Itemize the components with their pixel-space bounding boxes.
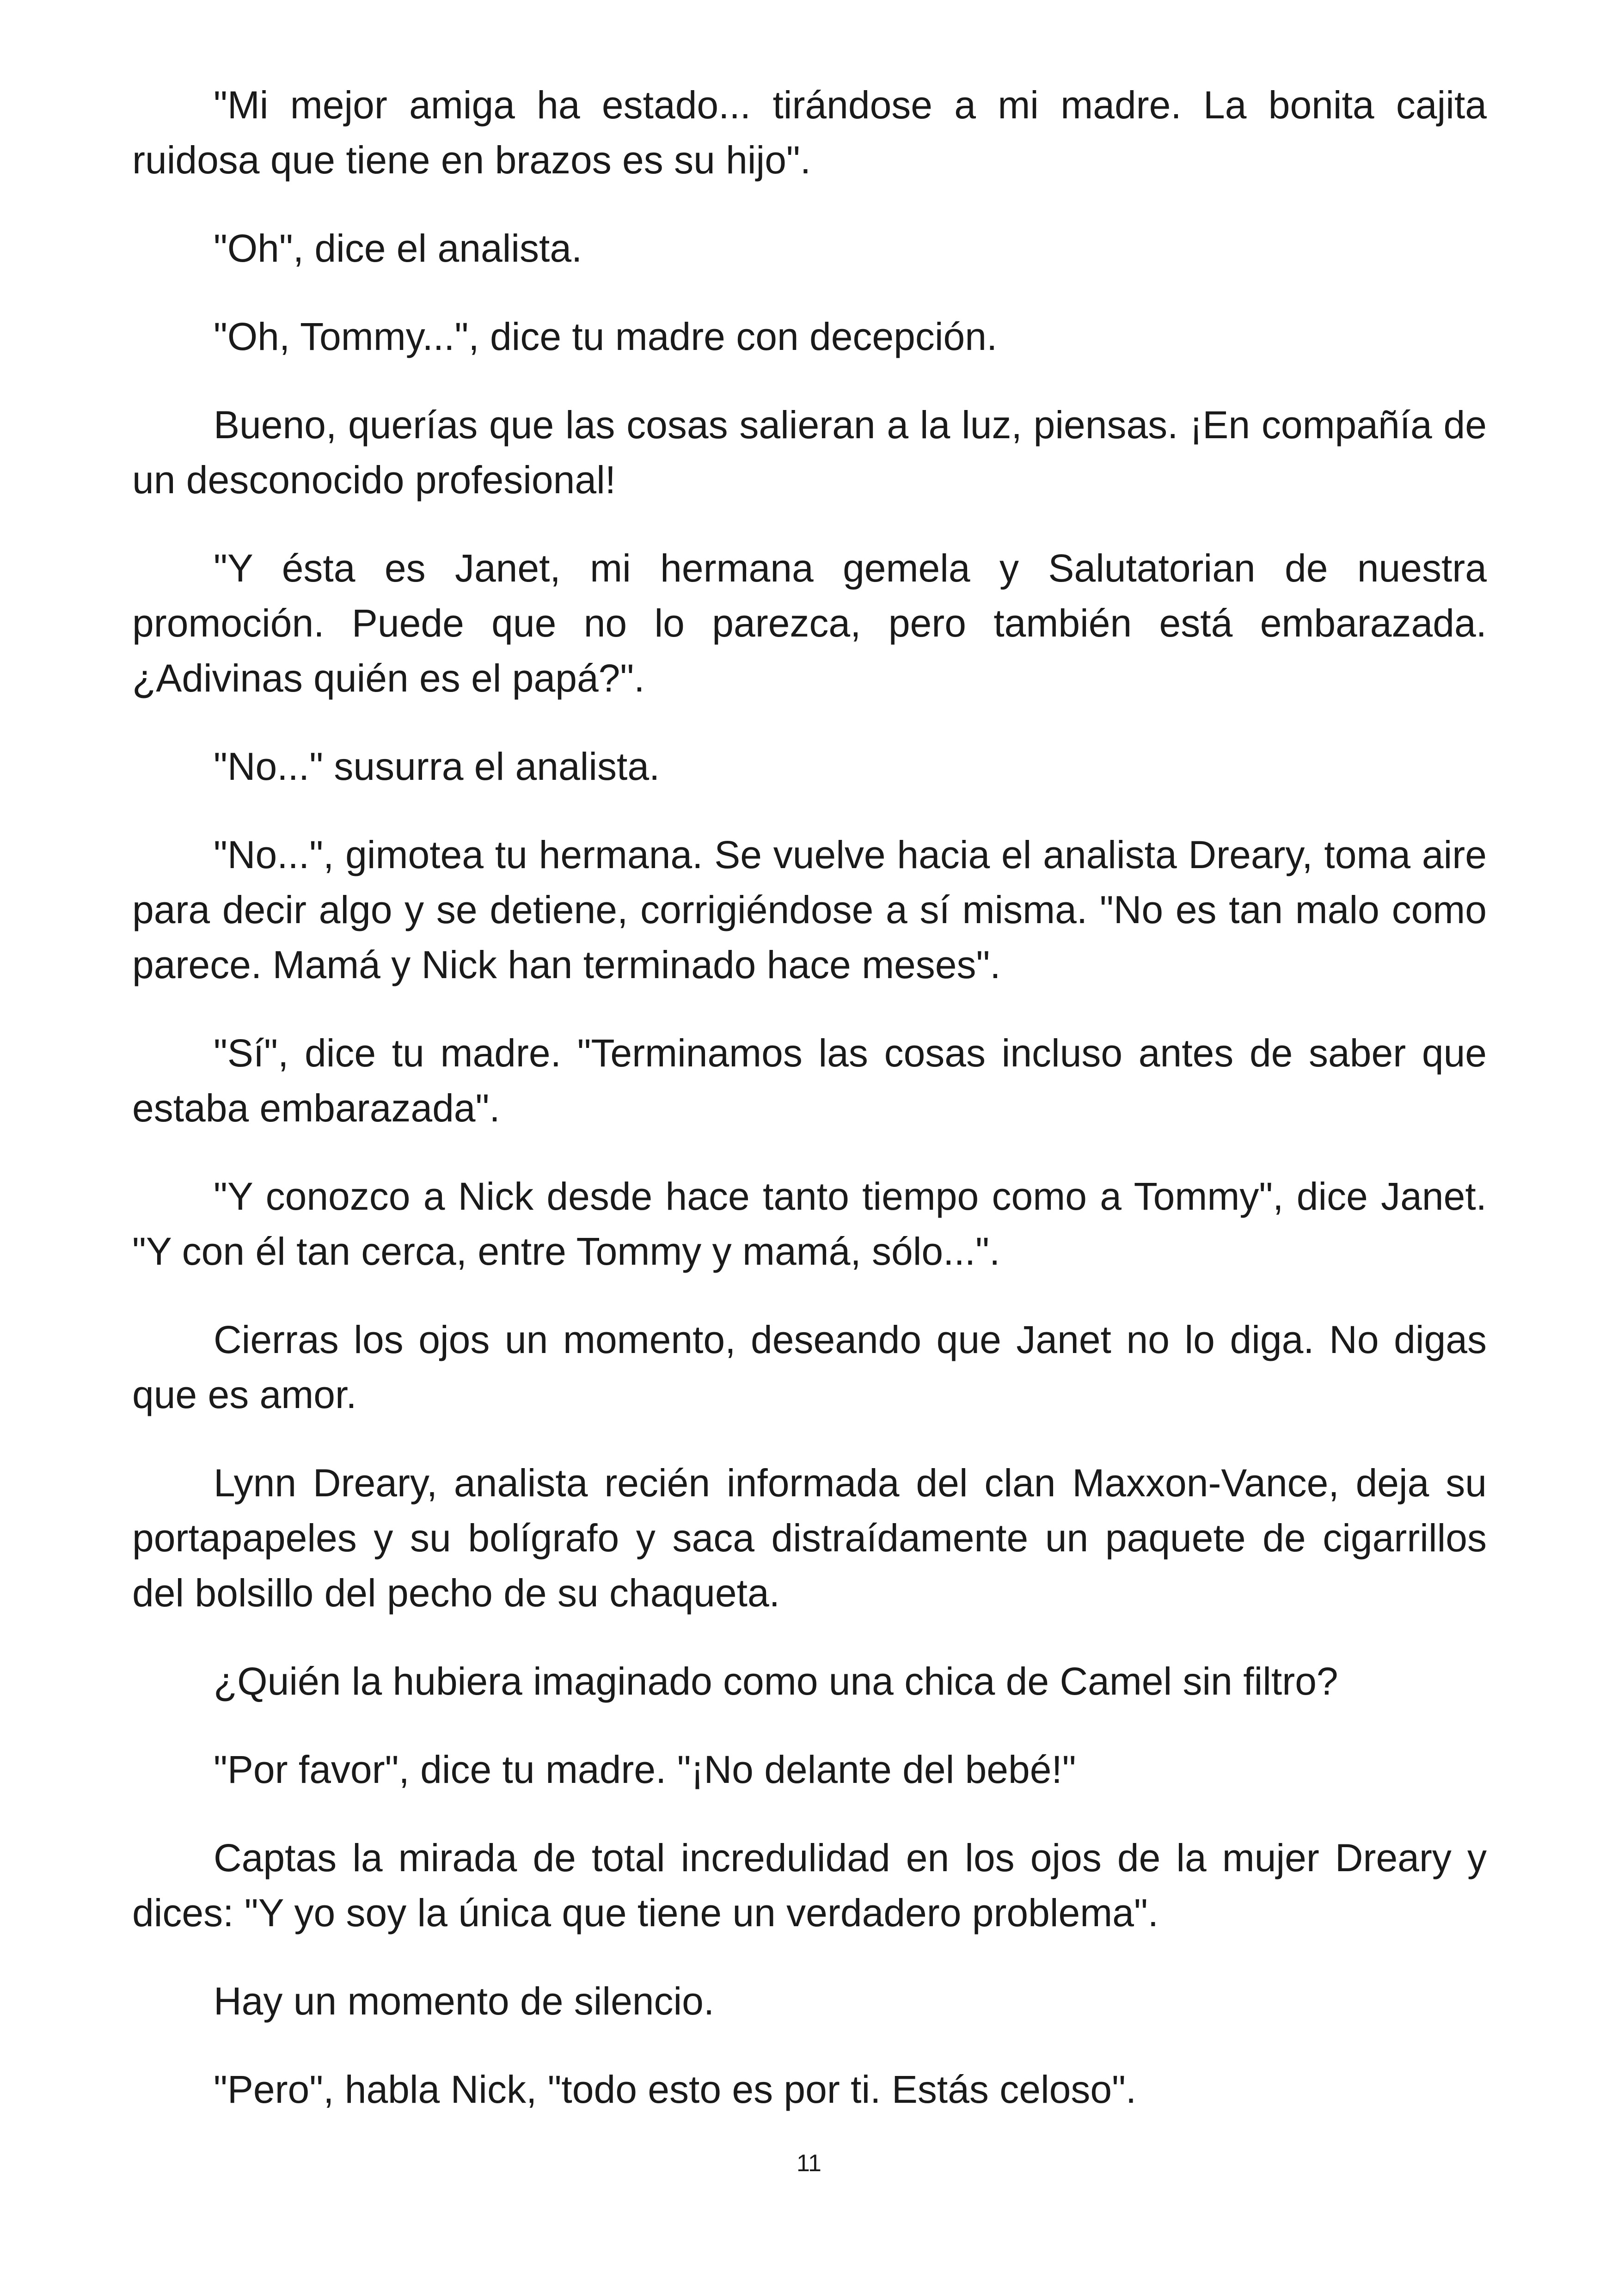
paragraph-11: Lynn Dreary, analista recién informada del clan Maxxon-Vance, deja su portapapeles y su bolígrafo y saca distraídamente un paquete de cigarrillos del bolsillo del pecho de su chaqueta. (132, 1461, 1487, 1615)
paragraph-6: "No..." susurra el analista. (214, 745, 660, 788)
paragraph-8: "Sí", dice tu madre. "Terminamos las cosas incluso antes de saber que estaba embarazada". (132, 1031, 1487, 1130)
paragraph-16: "Pero", habla Nick, "todo esto es por ti. Estás celoso". (214, 2068, 1137, 2111)
paragraph-12: ¿Quién la hubiera imaginado como una chica de Camel sin filtro? (214, 1659, 1338, 1703)
paragraph-5: "Y ésta es Janet, mi hermana gemela y Salutatorian de nuestra promoción. Puede que no lo parezca, pero también está embarazada. ¿Adivinas quién es el papá?". (132, 546, 1487, 700)
page-number: 11 (797, 2150, 821, 2177)
paragraph-1: "Mi mejor amiga ha estado... tirándose a mi madre. La bonita cajita ruidosa que tiene en brazos es su hijo". (132, 83, 1487, 182)
paragraph-13: "Por favor", dice tu madre. "¡No delante del bebé!" (214, 1748, 1076, 1791)
paragraph-3: "Oh, Tommy...", dice tu madre con decepción. (214, 315, 998, 358)
paragraph-4: Bueno, querías que las cosas salieran a la luz, piensas. ¡En compañía de un desconocido profesional! (132, 403, 1487, 502)
body-text (132, 78, 1487, 2150)
paragraph-10: Cierras los ojos un momento, deseando que Janet no lo diga. No digas que es amor. (132, 1318, 1487, 1416)
paragraph-14: Captas la mirada de total incredulidad en los ojos de la mujer Dreary y dices: "Y yo soy la única que tiene un verdadero problema". (132, 1836, 1487, 1935)
paragraph-9: "Y conozco a Nick desde hace tanto tiempo como a Tommy", dice Janet. "Y con él tan cerca, entre Tommy y mamá, sólo...". (132, 1175, 1487, 1273)
paragraph-2: "Oh", dice el analista. (214, 227, 582, 270)
paragraph-15: Hay un momento de silencio. (214, 1979, 715, 2023)
paragraph-7: "No...", gimotea tu hermana. Se vuelve hacia el analista Dreary, toma aire para decir algo y se detiene, corrigiéndose a sí misma. "No es tan malo como parece. Mamá y Nick han terminado hace meses". (132, 833, 1487, 986)
